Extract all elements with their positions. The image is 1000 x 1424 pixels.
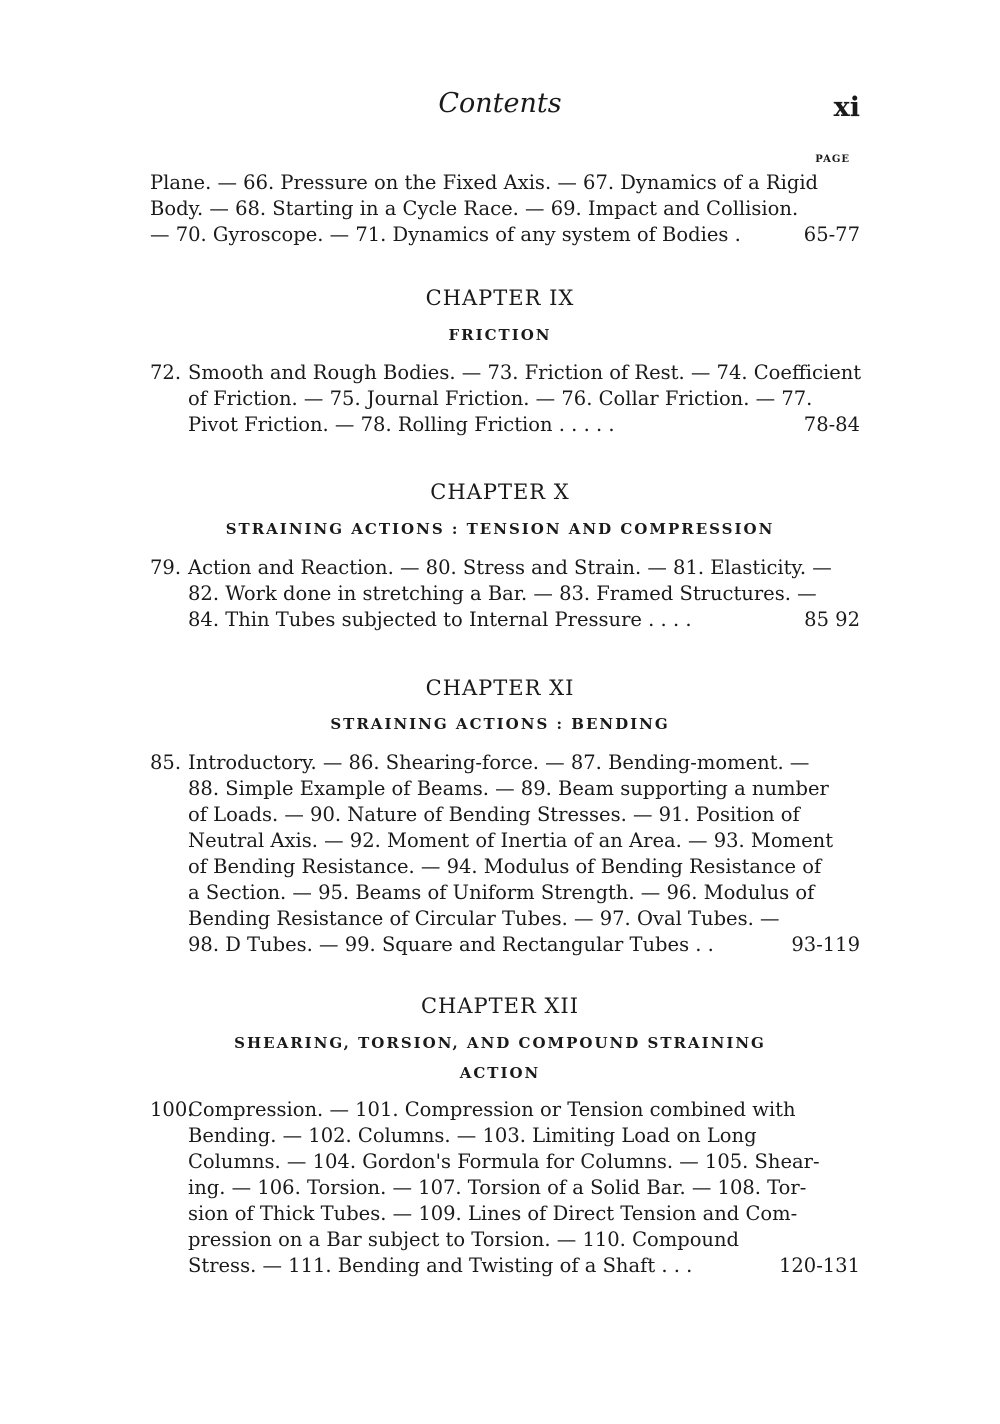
- page-range: 85 92: [804, 608, 860, 631]
- entry-line: of Friction. — 75. Journal Friction. — 76. Collar Friction. — 77.: [188, 387, 813, 410]
- entry-line: of Loads. — 90. Nature of Bending Stresses. — 91. Position of: [188, 803, 800, 826]
- page-number: xi: [833, 92, 860, 123]
- entry-line: [150, 412, 860, 438]
- chapter-entry: [150, 360, 860, 438]
- chapter-heading: CHAPTER IX: [425, 286, 575, 310]
- entry-line: Neutral Axis. — 92. Moment of Inertia of an Area. — 93. Moment: [188, 829, 834, 852]
- running-title: Contents: [438, 88, 562, 119]
- entry-line: [150, 607, 860, 633]
- entry-line: [150, 222, 860, 248]
- entry-line: sion of Thick Tubes. — 109. Lines of Direct Tension and Com-: [188, 1202, 798, 1225]
- section-number: 72.: [150, 361, 182, 384]
- entry-line: [150, 1097, 860, 1123]
- entry-line: ing. — 106. Torsion. — 107. Torsion of a Solid Bar. — 108. Tor-: [188, 1176, 807, 1199]
- entry-text: Action and Reaction. — 80. Stress and Strain. — 81. Elasticity. —: [188, 556, 832, 579]
- chapter-entry: [150, 750, 860, 958]
- entry-line: [150, 932, 860, 958]
- chapter-heading: CHAPTER XII: [420, 994, 580, 1018]
- chapter-entry: [150, 555, 860, 633]
- chapter-heading: CHAPTER X: [430, 480, 570, 504]
- page-range: 78-84: [803, 413, 860, 436]
- chapter-subtitle: ACTION: [459, 1064, 541, 1082]
- page-range: 93-119: [791, 933, 860, 956]
- section-number: 100.: [150, 1098, 194, 1121]
- continued-entry: [150, 170, 860, 248]
- entry-line: [150, 360, 860, 386]
- chapter-entry: [150, 1097, 860, 1279]
- entry-text: Stress. — 111. Bending and Twisting of a Shaft . . .: [188, 1254, 693, 1277]
- entry-text: — 70. Gyroscope. — 71. Dynamics of any system of Bodies .: [150, 223, 741, 246]
- chapter-subtitle: STRAINING ACTIONS : BENDING: [330, 715, 670, 733]
- entry-line: 88. Simple Example of Beams. — 89. Beam supporting a number: [188, 777, 829, 800]
- entry-line: 82. Work done in stretching a Bar. — 83. Framed Structures. —: [188, 582, 817, 605]
- entry-line: [150, 750, 860, 776]
- entry-line: [150, 1253, 860, 1279]
- chapter-subtitle: STRAINING ACTIONS : TENSION AND COMPRESSION: [225, 520, 775, 538]
- entry-line: Bending. — 102. Columns. — 103. Limiting Load on Long: [188, 1124, 757, 1147]
- entry-text: 98. D Tubes. — 99. Square and Rectangular Tubes . .: [188, 933, 714, 956]
- entry-line: a Section. — 95. Beams of Uniform Strength. — 96. Modulus of: [188, 881, 815, 904]
- entry-text: 84. Thin Tubes subjected to Internal Pressure . . . .: [188, 608, 692, 631]
- chapter-subtitle: FRICTION: [448, 326, 552, 344]
- chapter-subtitle: SHEARING, TORSION, AND COMPOUND STRAINING: [234, 1034, 766, 1052]
- page-range: 120-131: [778, 1254, 860, 1277]
- entry-text: Pivot Friction. — 78. Rolling Friction . . . . .: [188, 413, 615, 436]
- section-number: 85.: [150, 751, 182, 774]
- entry-line: [150, 555, 860, 581]
- entry-line: Columns. — 104. Gordon's Formula for Columns. — 105. Shear-: [188, 1150, 820, 1173]
- entry-line: pression on a Bar subject to Torsion. — 110. Compound: [188, 1228, 740, 1251]
- chapter-heading: CHAPTER XI: [425, 676, 575, 700]
- section-number: 79.: [150, 556, 182, 579]
- entry-text: Smooth and Rough Bodies. — 73. Friction of Rest. — 74. Coefficient: [188, 361, 862, 384]
- entry-line: Plane. — 66. Pressure on the Fixed Axis. — 67. Dynamics of a Rigid: [150, 171, 819, 194]
- entry-line: Bending Resistance of Circular Tubes. — 97. Oval Tubes. —: [188, 907, 780, 930]
- entry-text: Compression. — 101. Compression or Tension combined with: [188, 1098, 796, 1121]
- page-column-label: PAGE: [815, 154, 850, 165]
- entry-line: of Bending Resistance. — 94. Modulus of Bending Resistance of: [188, 855, 822, 878]
- entry-line: Body. — 68. Starting in a Cycle Race. — 69. Impact and Collision.: [150, 197, 799, 220]
- entry-text: Introductory. — 86. Shearing-force. — 87. Bending-moment. —: [188, 751, 810, 774]
- page-range: 65-77: [803, 223, 860, 246]
